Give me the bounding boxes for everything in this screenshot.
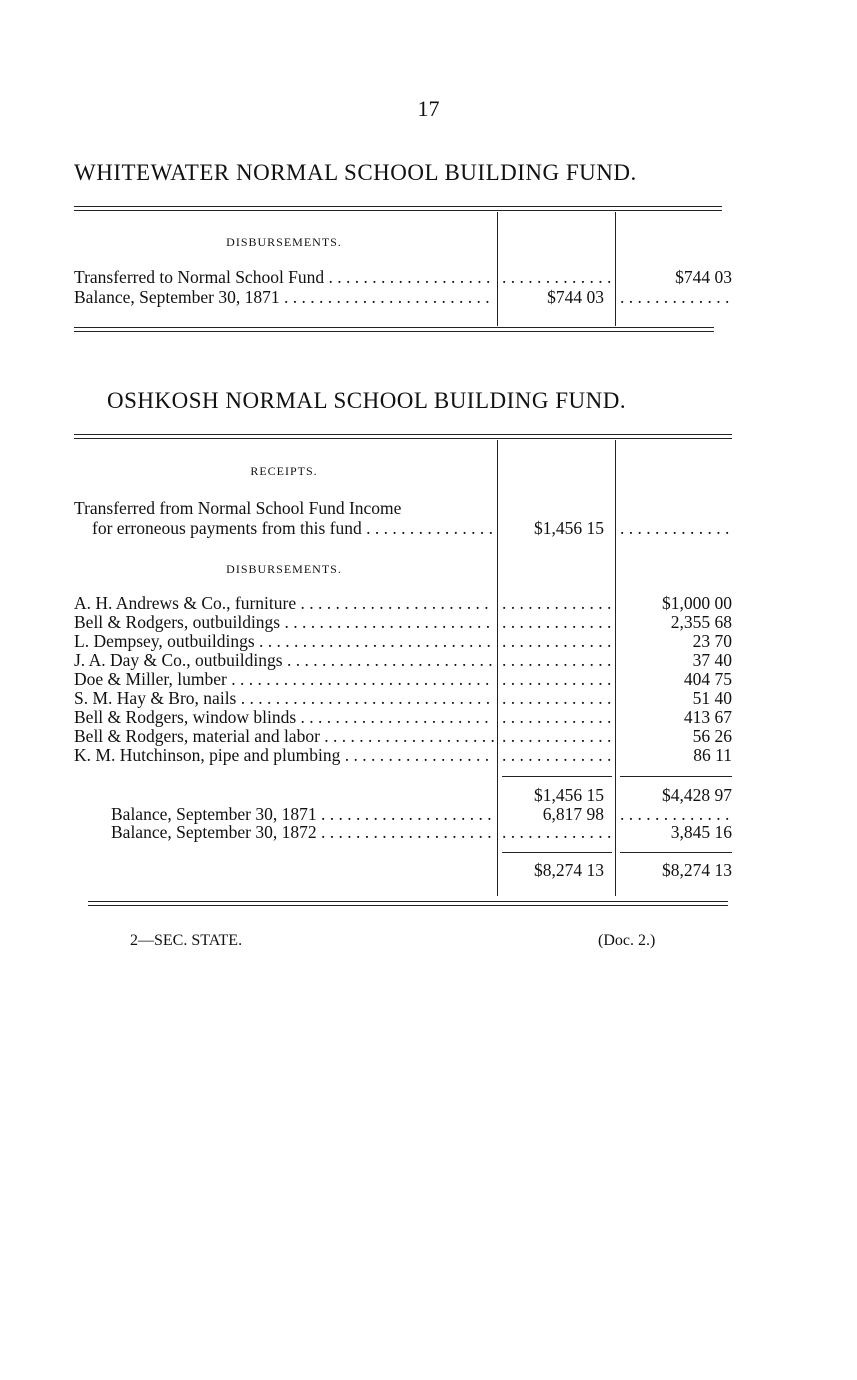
dot-leader	[502, 613, 612, 632]
dot-leader	[502, 746, 612, 765]
table-row	[74, 689, 734, 708]
table-row	[74, 632, 734, 651]
subtotal-col2: $4,428 97	[662, 785, 732, 805]
table-row	[74, 805, 734, 824]
row-amount: 2,355 68	[670, 612, 732, 632]
total-col1: $8,274 13	[534, 860, 604, 880]
row-label: Transferred from Normal School Fund Income	[74, 499, 402, 518]
row-label: Doe & Miller, lumber . . .	[74, 670, 494, 689]
row-amount: $1,456 15	[534, 518, 604, 538]
dot-leader	[502, 670, 612, 689]
row-label: A. H. Andrews & Co., furniture . . .	[74, 594, 494, 613]
row-amount: 23 70	[692, 631, 732, 651]
receipt-line	[74, 499, 734, 518]
table-row	[74, 613, 734, 632]
row-label: Bell & Rodgers, material and labor . . .	[74, 727, 494, 746]
sum-rule	[620, 776, 732, 777]
table-row	[74, 823, 734, 842]
top-rule	[74, 434, 732, 435]
row-amount: 6,817 98	[542, 804, 604, 824]
table-row	[74, 519, 734, 538]
disbursements-header: DISBURSEMENTS.	[226, 562, 342, 576]
bottom-rule	[88, 905, 728, 906]
dot-leader	[502, 689, 612, 708]
row-label: Bell & Rodgers, window blinds . . .	[74, 708, 494, 727]
dot-leader	[620, 519, 732, 538]
row-amount: 86 11	[693, 745, 732, 765]
total-rule	[502, 852, 612, 853]
total-rule	[620, 852, 732, 853]
whitewater-title: WHITEWATER NORMAL SCHOOL BUILDING FUND.	[74, 160, 637, 185]
section-header: DISBURSEMENTS.	[226, 235, 342, 249]
row-amount: $1,000 00	[662, 593, 732, 613]
subtotal-col1: $1,456 15	[534, 785, 604, 805]
row-label: Balance, September 30, 1871 . . .	[111, 805, 494, 824]
dot-leader	[502, 268, 612, 287]
row-label: Balance, September 30, 1872 . . .	[111, 823, 494, 842]
table-row	[74, 708, 734, 727]
dot-leader	[502, 823, 612, 842]
dot-leader	[502, 632, 612, 651]
row-amount: $744 03	[675, 267, 732, 287]
total-row	[74, 861, 734, 880]
row-amount: $744 03	[547, 287, 604, 307]
sum-rule	[502, 776, 612, 777]
row-label: for erroneous payments from this fund . . .	[92, 519, 494, 538]
dot-leader	[620, 288, 732, 307]
row-amount: 51 40	[692, 688, 732, 708]
bottom-rule	[88, 901, 728, 902]
table-row	[74, 727, 734, 746]
row-amount: 413 67	[683, 707, 732, 727]
oshkosh-title: OSHKOSH NORMAL SCHOOL BUILDING FUND.	[107, 388, 627, 413]
table-row	[74, 670, 734, 689]
footer-signature: 2—SEC. STATE.	[130, 932, 243, 949]
table-row	[74, 594, 734, 613]
bottom-rule	[74, 331, 714, 332]
top-rule	[74, 438, 732, 439]
dot-leader	[502, 727, 612, 746]
row-label: L. Dempsey, outbuildings . . .	[74, 632, 494, 651]
row-label: S. M. Hay & Bro, nails . . .	[74, 689, 494, 708]
row-label: Transferred to Normal School Fund . . .	[74, 268, 494, 287]
table-row	[74, 288, 734, 307]
row-amount: 3,845 16	[670, 822, 732, 842]
table-row	[74, 268, 734, 287]
row-label: Balance, September 30, 1871 . . .	[74, 288, 494, 307]
row-amount: 37 40	[692, 650, 732, 670]
row-label: K. M. Hutchinson, pipe and plumbing . . .	[74, 746, 494, 765]
row-label: Bell & Rodgers, outbuildings . . .	[74, 613, 494, 632]
table-row	[74, 746, 734, 765]
page-number: 17	[417, 96, 440, 121]
row-amount: 56 26	[692, 726, 732, 746]
row-label: J. A. Day & Co., outbuildings . . .	[74, 651, 494, 670]
dot-leader	[502, 651, 612, 670]
table-row	[74, 651, 734, 670]
footer-doc-number: (Doc. 2.)	[598, 932, 656, 949]
total-col2: $8,274 13	[662, 860, 732, 880]
receipts-header: RECEIPTS.	[250, 464, 318, 478]
dot-leader	[502, 594, 612, 613]
bottom-rule	[74, 327, 714, 328]
dot-leader	[502, 708, 612, 727]
top-rule	[74, 206, 722, 207]
subtotal-row	[74, 786, 734, 805]
top-rule	[74, 210, 722, 211]
row-amount: 404 75	[683, 669, 732, 689]
